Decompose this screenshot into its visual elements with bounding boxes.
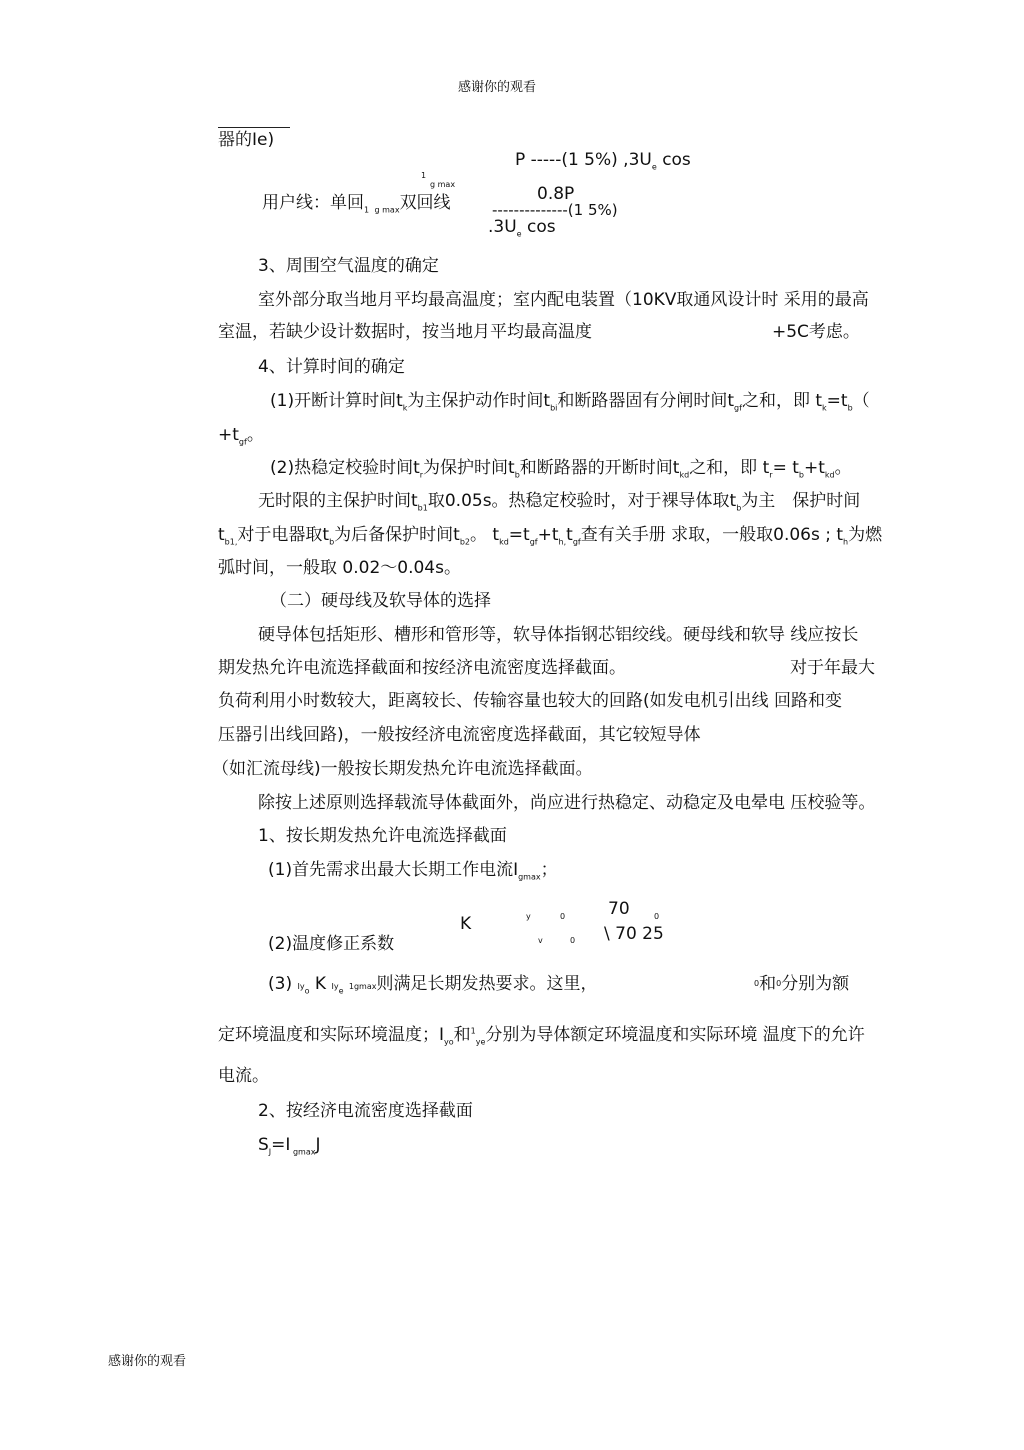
section-2-heading: （二）硬母线及软导体的选择 <box>270 591 491 611</box>
conductor-line-5: （如汇流母线)一般按长期发热允许电流选择截面。 <box>212 759 593 779</box>
env-line-1: 定环境温度和实际环境温度；$I_{yo}$和$^1_{ye}$分别为导体额定环境温度和实际环境 温度下的允许 <box>218 1025 865 1047</box>
conductor-line-2b: 对于年最大 <box>790 658 875 678</box>
user-line-label: 用户线：单回$_1$ $_{g max}$双回线 <box>262 193 451 215</box>
conductor-line-2a: 期发热允许电流选择截面和按经济电流密度选择截面。 <box>218 658 626 678</box>
k-formula-K: K <box>460 914 472 934</box>
page-footer: 感谢你的观看 <box>108 1354 187 1369</box>
formula-sup-1: 1 <box>421 171 427 180</box>
k-formula-o2: 0 <box>570 936 576 945</box>
formula-top-line: P -----(1 5%) $,3U_e$ cos <box>515 150 691 172</box>
conductor-line-1: 硬导体包括矩形、槽形和管形等，软导体指钢芯铝绞线。硬母线和软导 线应按长 <box>258 625 859 645</box>
formula-denominator: $.3U_e$ cos <box>488 217 556 239</box>
separator-line <box>218 127 290 128</box>
step-2-label: (2)温度修正系数 <box>268 934 395 954</box>
tk-line-2: $+t_{gf}$。 <box>218 425 264 447</box>
subsection-1-heading: 1、按长期发热允许电流选择截面 <box>258 826 507 846</box>
conductor-line-3: 负荷利用小时数较大，距离较长、传输容量也较大的回路(如发电机引出线 回路和变 <box>218 691 843 711</box>
sj-formula: $S_J=I$ $_{gmax}$J <box>258 1135 321 1157</box>
k-formula-v: v <box>538 936 543 945</box>
k-formula-70: 70 <box>608 899 630 919</box>
section-3-heading: 3、周围空气温度的确定 <box>258 256 439 276</box>
paragraph-air-2a: 室温，若缺少设计数据时，按当地月平均最高温度 <box>218 322 592 342</box>
fragment-line: 器的Ie) <box>218 130 275 150</box>
tk-line: (1)开断计算时间$t_k$为主保护动作时间$t_{bi}$和断路器固有分闸时间$t_{gf}$之和，即 $t_k=t_b$（ <box>270 391 870 413</box>
formula-dash: --------------(1 5%) <box>492 201 618 219</box>
tr-line: (2)热稳定校验时间$t_r$为保护时间$t_b$和断路器的开断时间$t_{kd}$之和，即 $t_r= t_b+t_{kd}$。 <box>270 458 852 480</box>
step-1-line: (1)首先需求出最大长期工作电流$I_{gmax}$； <box>268 860 558 882</box>
conductor-line-4: 压器引出线回路)，一般按经济电流密度选择截面，其它较短导体 <box>218 725 701 745</box>
conductor-line-6: 除按上述原则选择载流导体截面外，尚应进行热稳定、动稳定及电晕电 压校验等。 <box>258 793 876 813</box>
k-formula-o3: 0 <box>654 912 660 921</box>
paragraph-air-2b: +5C考虑。 <box>772 322 860 342</box>
prot-line-3: 弧时间，一般取 0.02～0.04s。 <box>218 558 461 578</box>
paragraph-air-1: 室外部分取当地月平均最高温度；室内配电装置（10KV取通风设计时 采用的最高 <box>258 290 869 310</box>
formula-gmax: g max <box>430 180 456 189</box>
prot-line-2: $t_{b1,}$对于电器取$t_b$为后备保护时间$t_{b2}$。 $t_{kd}=t_{gf}+t_{h,}t_{gf}$查有关手册 求取，一般取0.06s ; $t_h$为燃 <box>218 525 883 547</box>
step-3-tail: $^0$和$^0$分别为额 <box>754 974 850 994</box>
page-header: 感谢你的观看 <box>458 80 537 95</box>
k-formula-o1: 0 <box>560 912 566 921</box>
prot-line-1: 无时限的主保护时间$t_{b1}$取0.05s。热稳定校验时，对于裸导体取$t_b$为主 保护时间 <box>258 491 861 513</box>
env-line-2: 电流。 <box>218 1066 269 1086</box>
formula-numerator: 0.8P <box>537 184 575 204</box>
k-formula-y: y <box>526 912 531 921</box>
section-4-heading: 4、计算时间的确定 <box>258 357 405 377</box>
subsection-2-heading: 2、按经济电流密度选择截面 <box>258 1101 473 1121</box>
step-3-line: (3) $Iy_o$ K $Iy_e$ 1gmax则满足长期发热要求。这里， <box>268 974 598 996</box>
k-formula-denominator: \ 70 25 <box>604 924 664 944</box>
